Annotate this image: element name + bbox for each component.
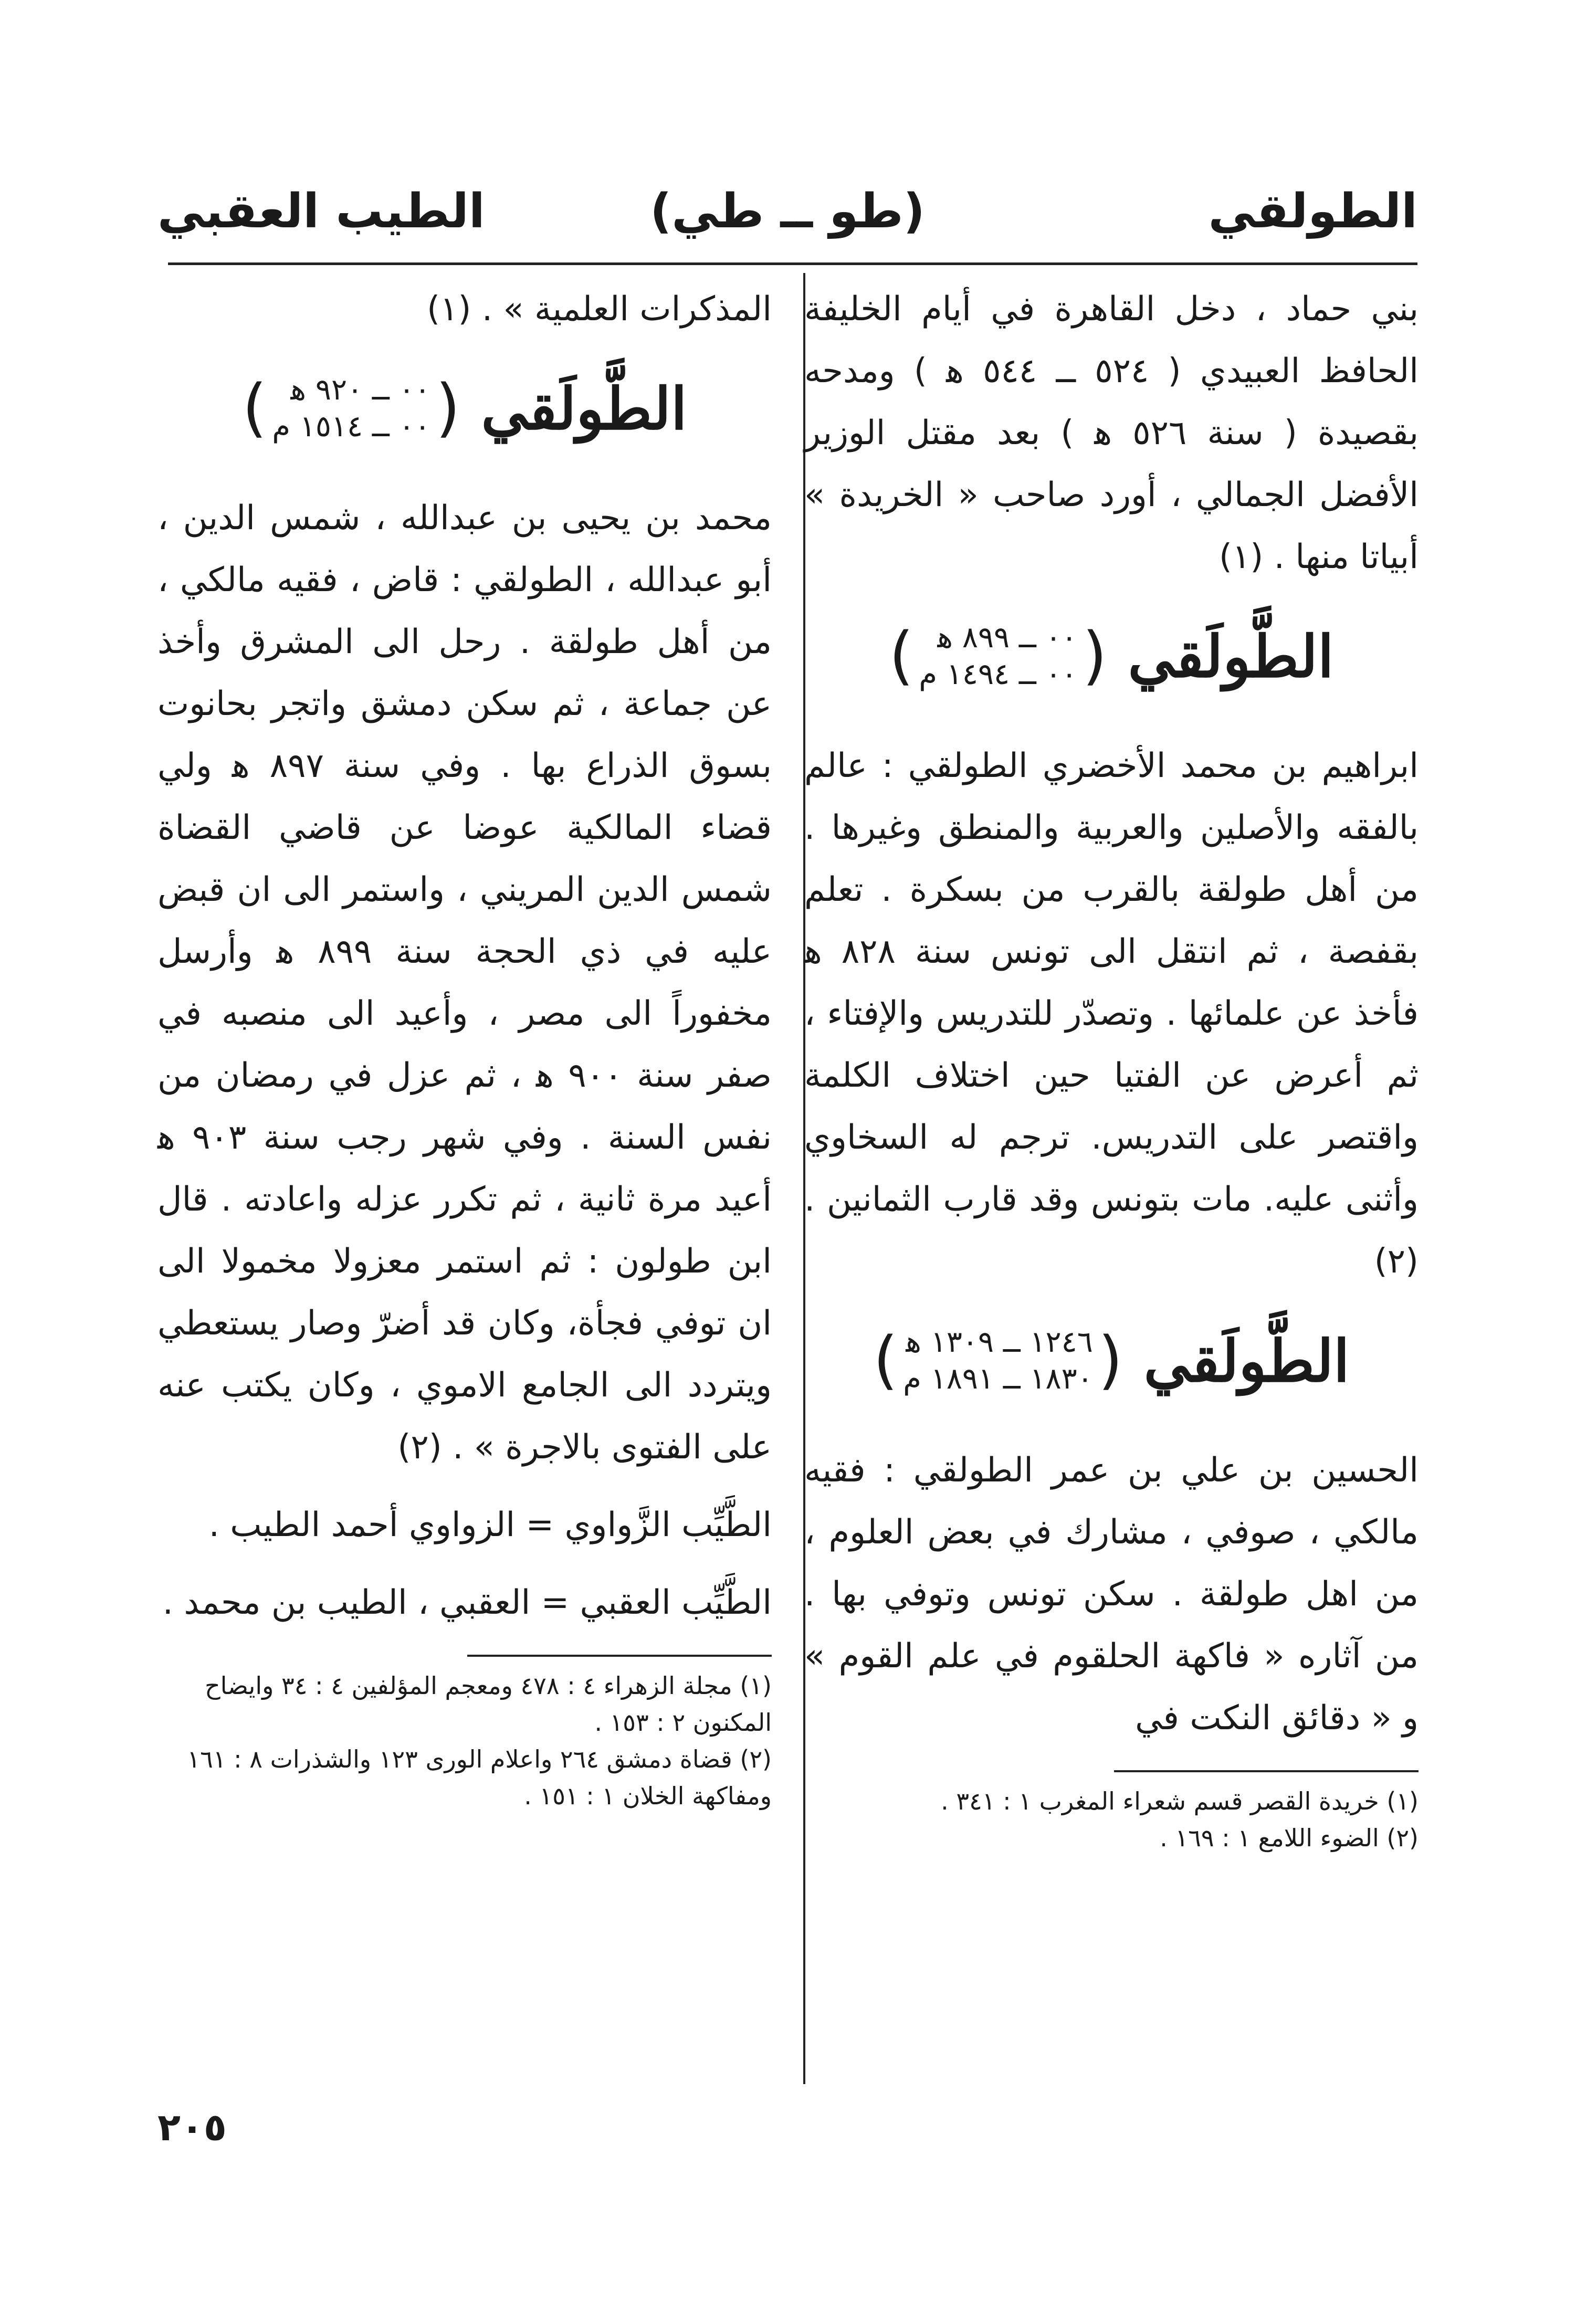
- date-gregorian: ٠٠ ــ ١٥١٤ م: [272, 409, 430, 444]
- date-gregorian: ٠٠ ــ ١٤٩٤ م: [919, 657, 1077, 691]
- cross-reference-zawawi: الطَّيِّب الزَّواوي = الزواوي أحمد الطيب .: [208, 1506, 772, 1544]
- left-paragraph-1: محمد بن يحيى بن عبدالله ، شمس الدين ، أبو عبدالله ، الطولقي : قاض ، فقيه مالكي ، من أهل طولقة . رحل الى المشرق وأخذ عن جماعة ، ثم سكن دمشق واتجر بحانوت بسوق الذراع بها . وفي سنة ٨٩٧ ﻫ ولي قضاء المالكية عوضا عن قاضي القضاة شمس الدين المريني ، واستمر الى ان قبض عليه في ذي الحجة سنة ٨٩٩ ﻫ وأرسل مخفوراً الى مصر ، وأعيد الى منصبه في صفر سنة ٩٠٠ ﻫ ، ثم عزل في رمضان من نفس السنة . وفي شهر رجب سنة ٩٠٣ ﻫ أعيد مرة ثانية ، ثم تكرر عزله واعادته . قال ابن طولون : ثم استمر معزولا مخمولا الى ان توفي فجأة، وكان قد أضرّ وصار يستعطي ويتردد الى الجامع الاموي ، وكان يكتب عنه على الفتوى بالاجرة » . (٢): [157, 499, 772, 1467]
- right-paragraph-1: بني حماد ، دخل القاهرة في أيام الخليفة الحافظ العبيدي ( ٥٢٤ ــ ٥٤٤ ﻫ ) ومدحه بقصيدة ( سنة ٥٢٦ ﻫ ) بعد مقتل الوزير الأفضل الجمالي ، أورد صاحب « الخريدة » أبياتا منها . (١): [804, 290, 1419, 576]
- date-hijri: ٠٠ ــ ٩٢٠ ﻫ: [290, 373, 430, 407]
- date-gregorian: ١٨٣٠ ــ ١٨٩١ م: [903, 1362, 1093, 1396]
- footnote-1: (١) مجلة الزهراء ٤ : ٤٧٨ ومعجم المؤلفين ٤ : ٣٤ وايضاح المكنون ٢ : ١٥٣ .: [204, 1671, 772, 1737]
- header-center-range: (طو ــ طي): [650, 184, 925, 239]
- entry-dates: ( ٠٠ ــ ٩٢٠ ﻫ ٠٠ ــ ١٥١٤ م ): [242, 372, 460, 445]
- entry-dates: ( ١٢٤٦ ــ ١٣٠٩ ﻫ ١٨٣٠ ــ ١٨٩١ م ): [873, 1324, 1123, 1397]
- right-paragraph-2: ابراهيم بن محمد الأخضري الطولقي : عالم بالفقه والأصلين والعربية والمنطق وغيرها . من أهل طولقة بالقرب من بسكرة . تعلم بقفصة ، ثم انتقل الى تونس سنة ٨٢٨ ﻫ فأخذ عن علمائها . وتصدّر للتدريس والإفتاء ، ثم أعرض عن الفتيا حين اختلاف الكلمة واقتصر على التدريس. ترجم له السخاوي وأثنى عليه. مات بتونس وقد قارب الثمانين . (٢): [804, 746, 1419, 1281]
- right-column: [804, 278, 1419, 1856]
- left-paragraph-0: المذكرات العلمية » . (١): [427, 290, 772, 329]
- right-paragraph-3: الحسين بن علي بن عمر الطولقي : فقيه مالكي ، صوفي ، مشارك في بعض العلوم ، من اهل طولقة . سكن تونس وتوفي بها . من آثاره « فاكهة الحلقوم في علم القوم » و « دقائق النكت في: [804, 1451, 1419, 1738]
- entry-heading-husain: [804, 1324, 1419, 1397]
- entry-heading-ibrahim: [804, 619, 1419, 693]
- footnote-2: (٢) الضوء اللامع ١ : ١٦٩ .: [1160, 1824, 1419, 1852]
- entry-name: الطَّولَقي: [481, 374, 687, 443]
- date-hijri: ١٢٤٦ ــ ١٣٠٩ ﻫ: [906, 1325, 1093, 1359]
- entry-heading-muhammad: [157, 372, 772, 445]
- header-right-title: الطولقي: [1208, 184, 1417, 239]
- footnote-1: (١) خريدة القصر قسم شعراء المغرب ١ : ٣٤١ .: [941, 1787, 1419, 1815]
- cross-reference-uqbi: الطَّيِّب العقبي = العقبي ، الطيب بن محمد .: [162, 1583, 772, 1622]
- running-header: [157, 173, 1417, 268]
- entry-name: الطَّولَقي: [1143, 1327, 1350, 1395]
- footnote-2: (٢) قضاة دمشق ٢٦٤ واعلام الورى ١٢٣ والشذرات ٨ : ١٦١ ومفاكهة الخلان ١ : ١٥١ .: [187, 1745, 772, 1810]
- entry-name: الطَّولَقي: [1128, 622, 1334, 690]
- footnote-rule: [1114, 1770, 1419, 1772]
- date-hijri: ٠٠ ــ ٨٩٩ ﻫ: [937, 621, 1077, 655]
- page-number: ٢٠٥: [157, 2105, 227, 2149]
- header-left-title: الطيب العقبي: [157, 184, 485, 239]
- header-rule: [168, 262, 1417, 265]
- left-column: [157, 278, 772, 1814]
- footnote-rule: [467, 1655, 772, 1657]
- entry-dates: ( ٠٠ ــ ٨٩٩ ﻫ ٠٠ ــ ١٤٩٤ م ): [889, 619, 1107, 692]
